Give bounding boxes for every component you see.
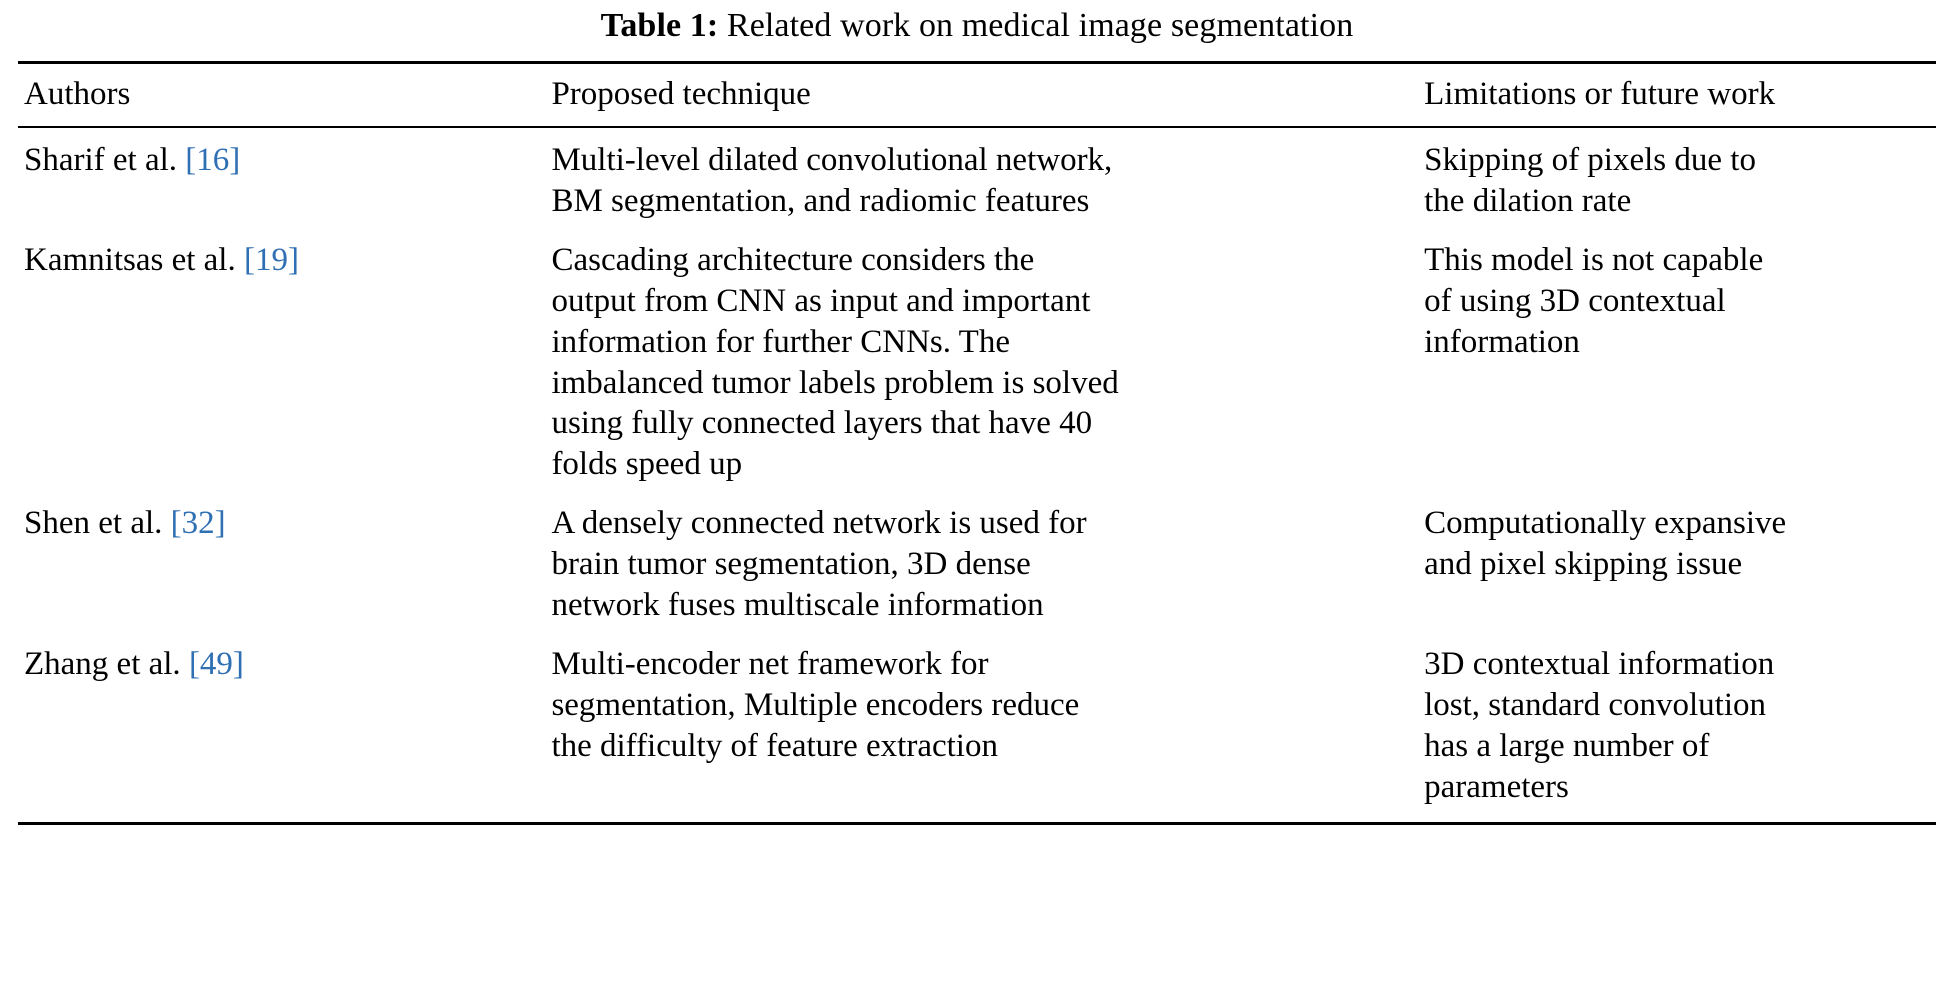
cell-limitations (1418, 127, 1936, 232)
cell-technique (545, 495, 1418, 636)
limitation-line: This model is not capable (1424, 241, 1764, 278)
technique-line: Multi-level dilated convolutional network, (551, 142, 1113, 179)
table-caption (18, 0, 1936, 61)
technique-line: network fuses multiscale information (551, 587, 1044, 624)
column-header-authors: Authors (18, 62, 545, 127)
citation-ref[interactable]: [49] (188, 646, 244, 683)
cell-limitations (1418, 636, 1936, 823)
limitation-line: Skipping of pixels due to (1424, 142, 1756, 179)
citation-ref[interactable]: [16] (185, 142, 241, 179)
column-header-technique: Proposed technique (545, 62, 1418, 127)
technique-line: the difficulty of feature extraction (551, 727, 998, 764)
caption-text: Related work on medical image segmentation (726, 7, 1354, 44)
citation-ref[interactable]: [19] (243, 241, 299, 278)
technique-line: Cascading architecture considers the (551, 241, 1035, 278)
technique-line: A densely connected network is used for (551, 505, 1087, 542)
author-name: Zhang et al. (24, 646, 189, 683)
limitation-line: Computationally expansive (1424, 505, 1787, 542)
cell-technique (545, 127, 1418, 232)
table-body (18, 127, 1936, 823)
limitation-line: has a large number of (1424, 727, 1710, 764)
technique-line: using fully connected layers that have 40 (551, 405, 1093, 442)
cell-technique (545, 232, 1418, 495)
table-row (18, 232, 1936, 495)
limitation-line: information (1424, 323, 1580, 360)
technique-line: folds speed up (551, 446, 743, 483)
technique-line: BM segmentation, and radiomic features (551, 182, 1090, 219)
table-row (18, 495, 1936, 636)
cell-technique (545, 636, 1418, 823)
table-header (18, 62, 1936, 127)
technique-line: imbalanced tumor labels problem is solved (551, 364, 1119, 401)
technique-line: Multi-encoder net framework for (551, 646, 989, 683)
column-header-limitations: Limitations or future work (1418, 62, 1936, 127)
table-row (18, 127, 1936, 232)
limitation-line: lost, standard convolution (1424, 686, 1767, 723)
author-name: Sharif et al. (24, 142, 186, 179)
cell-limitations (1418, 495, 1936, 636)
cell-authors (18, 495, 545, 636)
cell-authors (18, 232, 545, 495)
technique-line: brain tumor segmentation, 3D dense (551, 546, 1031, 583)
related-work-table (18, 61, 1936, 825)
table-header-row (18, 62, 1936, 127)
limitation-line: parameters (1424, 768, 1569, 805)
author-name: Kamnitsas et al. (24, 241, 244, 278)
citation-ref[interactable]: [32] (170, 505, 226, 542)
limitation-line: and pixel skipping issue (1424, 546, 1743, 583)
technique-line: information for further CNNs. The (551, 323, 1010, 360)
limitation-line: the dilation rate (1424, 182, 1632, 219)
caption-label: Table 1: (600, 7, 719, 44)
cell-authors (18, 127, 545, 232)
limitation-line: of using 3D contextual (1424, 282, 1726, 319)
author-name: Shen et al. (24, 505, 171, 542)
table-row (18, 636, 1936, 823)
limitation-line: 3D contextual information (1424, 646, 1775, 683)
cell-limitations (1418, 232, 1936, 495)
technique-line: output from CNN as input and important (551, 282, 1091, 319)
technique-line: segmentation, Multiple encoders reduce (551, 686, 1080, 723)
cell-authors (18, 636, 545, 823)
